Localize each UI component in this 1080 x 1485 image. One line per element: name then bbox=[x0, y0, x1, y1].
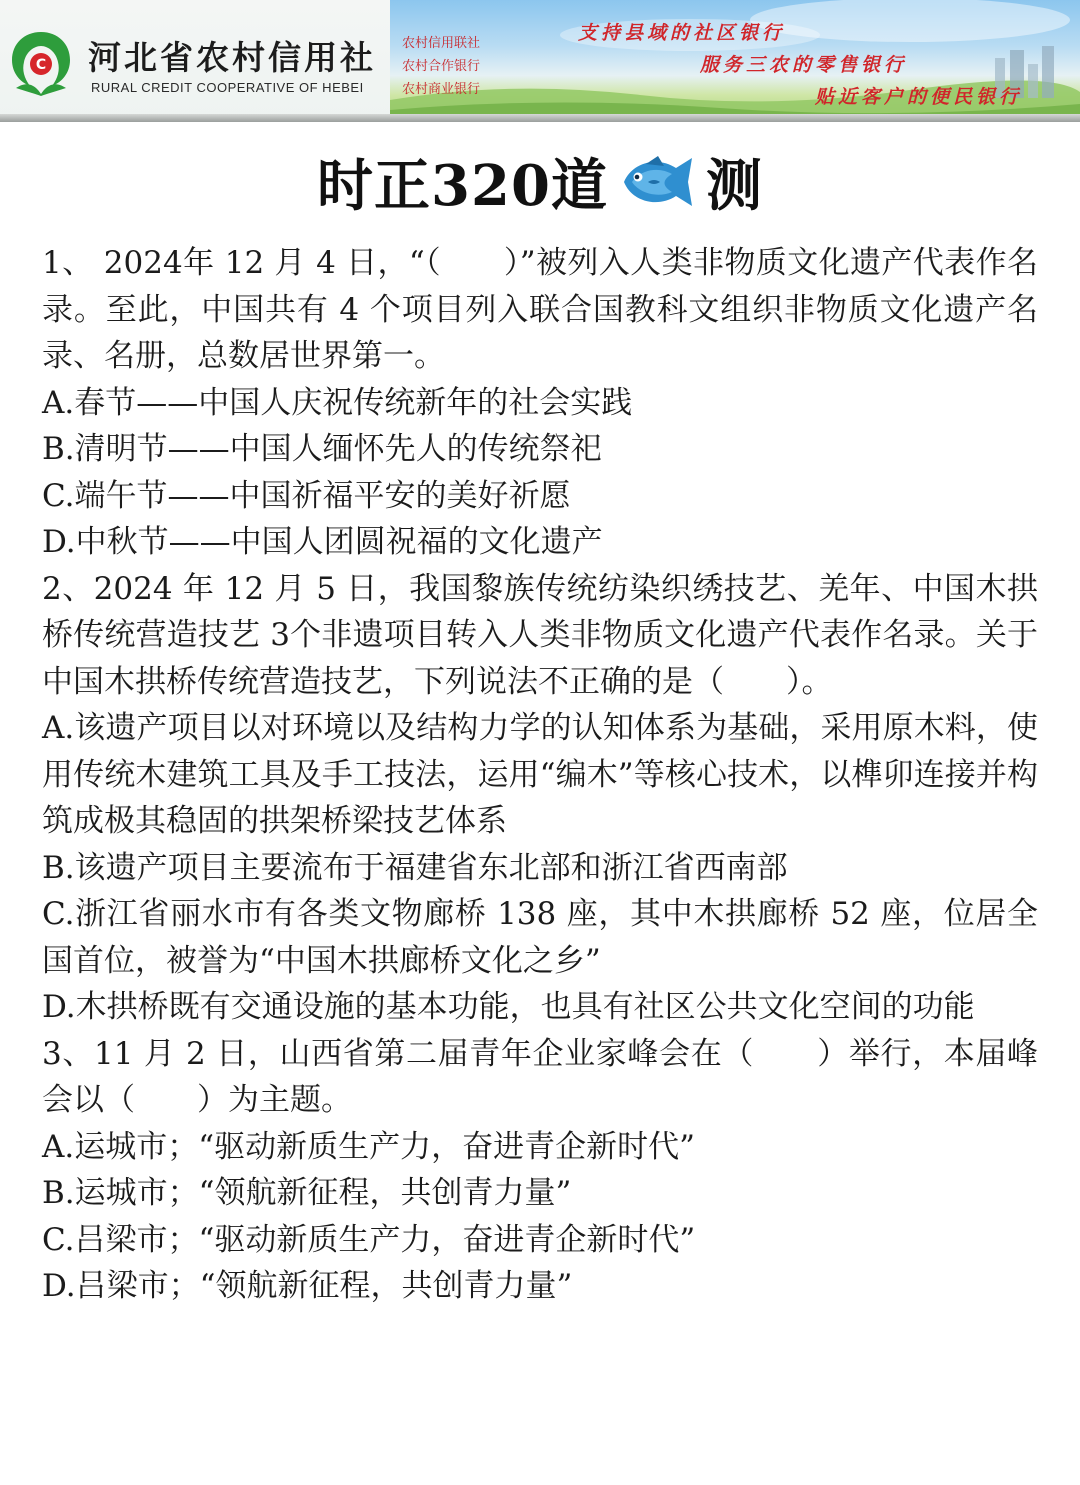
question-stem: 1、 2024年 12 月 4 日，“（ ）”被列入人类非物质文化遗产代表作名录。至此，中国共有 4 个项目列入联合国教科文组织非物质文化遗产名录、名册，总数居世界第一。 bbox=[42, 245, 1038, 374]
page-title bbox=[0, 142, 1080, 226]
org-name-cn: 河北省农村信用社 bbox=[88, 38, 376, 77]
option-c: C.端午节——中国祈福平安的美好祈愿 bbox=[42, 477, 571, 514]
sub-name-1: 农村信用联社 bbox=[402, 36, 481, 51]
sub-bank-names bbox=[402, 32, 502, 101]
title-text-before: 时正320道 bbox=[317, 153, 608, 219]
option-b: B.该遗产项目主要流布于福建省东北部和浙江省西南部 bbox=[42, 849, 788, 886]
slogan-3: 贴近客户的便民银行 bbox=[815, 86, 1023, 108]
question-stem: 2、2024 年 12 月 5 日，我国黎族传统纺染织绣技艺、羌年、中国木拱桥传统营造技艺 3个非遗项目转入人类非物质文化遗产代表作名录。关于中国木拱桥传统营造技艺，下列说法不正确的是（ ）。 bbox=[42, 570, 1038, 700]
option-a: A.该遗产项目以对环境以及结构力学的认知体系为基础，采用原木料，使用传统木建筑工具及手工技法，运用“编木”等核心技术，以榫卯连接并构筑成极其稳固的拱架桥梁技艺体系 bbox=[42, 710, 1038, 839]
fish-icon bbox=[618, 152, 696, 212]
option-d: D.吕梁市；“领航新征程，共创青力量” bbox=[42, 1268, 573, 1304]
option-c: C.吕梁市；“驱动新质生产力，奋进青企新时代” bbox=[42, 1221, 696, 1258]
option-a: A.运城市；“驱动新质生产力，奋进青企新时代” bbox=[42, 1128, 695, 1165]
rcc-logo-icon bbox=[6, 28, 76, 98]
quiz-content bbox=[42, 240, 1038, 1310]
question-stem: 3、11 月 2 日，山西省第二届青年企业家峰会在（ ）举行，本届峰会以（ ）为主题。 bbox=[42, 1035, 1038, 1118]
sub-name-3: 农村商业银行 bbox=[402, 82, 481, 97]
question-block bbox=[42, 566, 1038, 1031]
option-a: A.春节——中国人庆祝传统新年的社会实践 bbox=[42, 384, 633, 421]
option-d: D.中秋节——中国人团圆祝福的文化遗产 bbox=[42, 524, 603, 560]
sub-name-2: 农村合作银行 bbox=[402, 59, 481, 74]
option-d: D.木拱桥既有交通设施的基本功能，也具有社区公共文化空间的功能 bbox=[42, 989, 975, 1025]
question-block bbox=[42, 240, 1038, 566]
svg-text:C: C bbox=[35, 57, 47, 73]
slogan-1: 支持县域的社区银行 bbox=[578, 22, 786, 44]
banner-divider bbox=[0, 114, 1080, 122]
option-b: B.清明节——中国人缅怀先人的传统祭祀 bbox=[42, 431, 602, 467]
option-b: B.运城市；“领航新征程，共创青力量” bbox=[42, 1175, 572, 1211]
slogan-2: 服务三农的零售银行 bbox=[700, 54, 908, 76]
question-block bbox=[42, 1031, 1038, 1310]
bank-banner bbox=[0, 0, 1080, 122]
option-c: C.浙江省丽水市有各类文物廊桥 138 座，其中木拱廊桥 52 座，位居全国首位，被誉为“中国木拱廊桥文化之乡” bbox=[42, 896, 1038, 979]
org-name-en: RURAL CREDIT COOPERATIVE OF HEBEI bbox=[91, 80, 364, 95]
title-text-after: 测 bbox=[705, 153, 763, 219]
